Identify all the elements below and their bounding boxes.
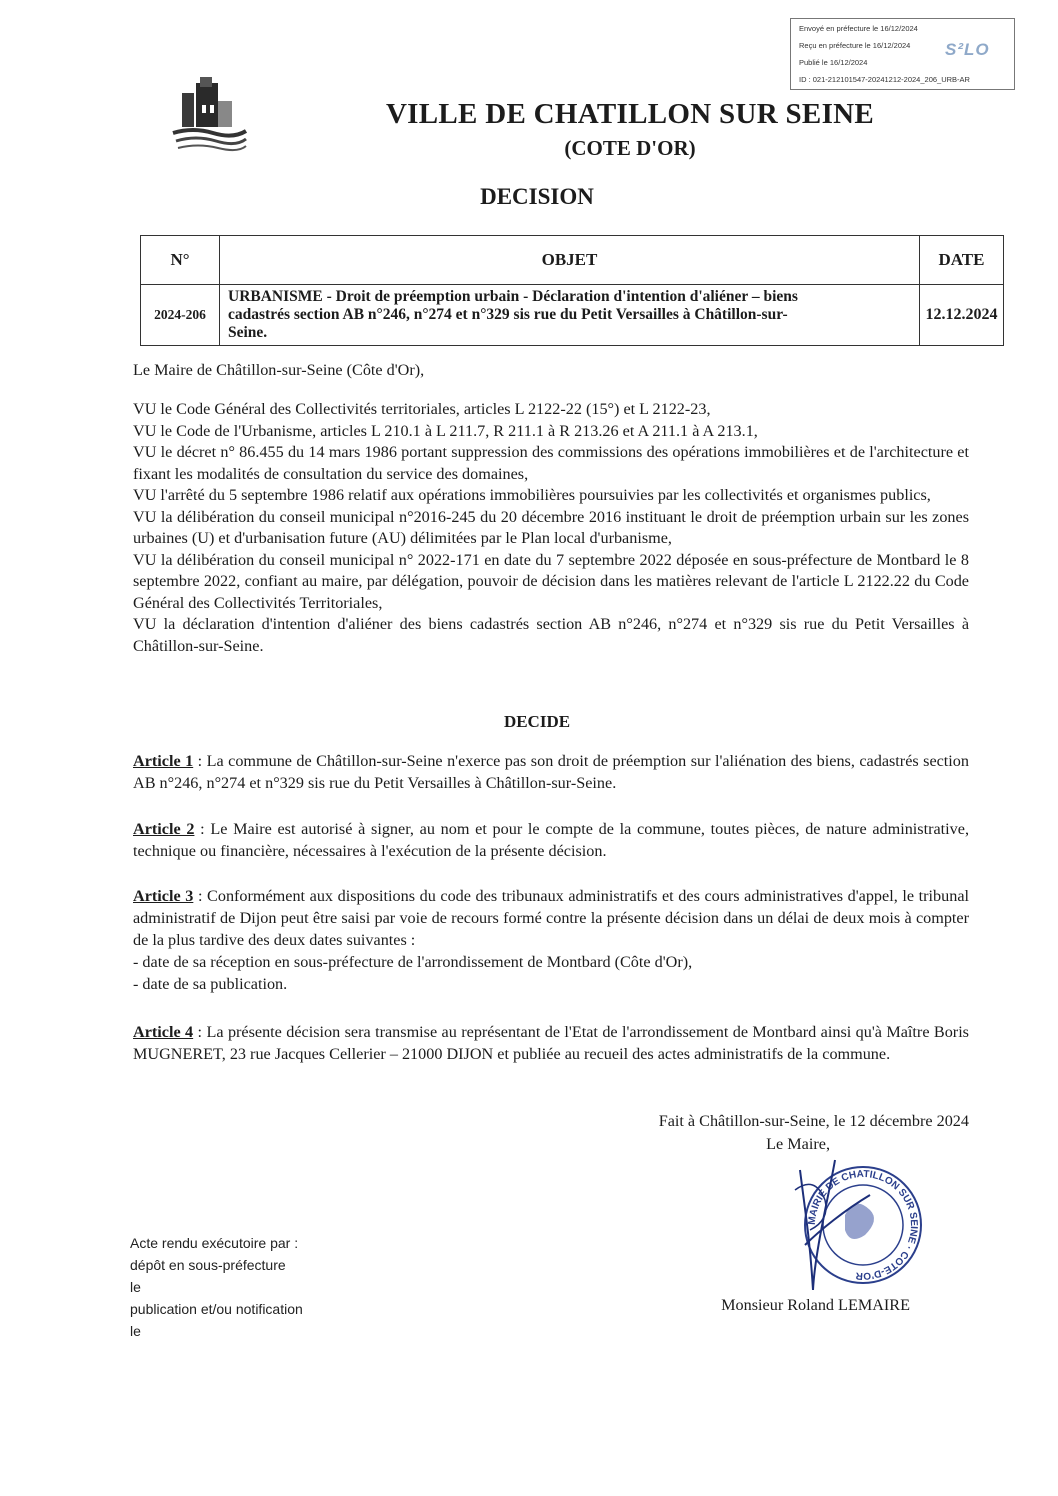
decide-heading: DECIDE: [503, 712, 571, 731]
col-number: N°: [141, 236, 220, 285]
decision-number: 2024-206: [141, 285, 220, 346]
article-text: : Conformément aux dispositions du code des tribunaux administratifs et des cours administratives d'appel, le tribunal administratif de Dijon peut être saisi par voie de recours formé contre la présente décision dans un délai de deux mois à compter de la plus tardive des deux dates suivantes :: [133, 887, 969, 949]
article-3-bullet: - date de sa publication.: [133, 975, 288, 993]
town-title: VILLE DE CHATILLON SUR SEINE: [385, 98, 875, 130]
executory-line: le: [130, 1323, 141, 1339]
vu-list: [133, 399, 969, 657]
article-2: [133, 818, 969, 862]
mayor-intro: Le Maire de Châtillon-sur-Seine (Côte d'Or),: [133, 361, 425, 379]
vu-item: VU le Code Général des Collectivités territoriales, articles L 2122-22 (15°) et L 2122-23,: [133, 400, 711, 418]
object-line-2: cadastrés section AB n°246, n°274 et n°329 sis rue du Petit Versailles à Châtillon-sur-: [228, 306, 788, 323]
article-label: Article 4: [133, 1023, 194, 1041]
article-text: : Le Maire est autorisé à signer, au nom et pour le compte de la commune, toutes pièces, de nature administrative, technique ou financière, nécessaires à l'exécution de la présente décision.: [133, 820, 969, 860]
col-object: OBJET: [220, 236, 920, 285]
signatory-name: Monsieur Roland LEMAIRE: [721, 1296, 910, 1314]
document-type: DECISION: [480, 184, 594, 209]
mayor-seal-and-signature-icon: [775, 1150, 935, 1300]
executory-line: publication et/ou notification: [130, 1301, 303, 1317]
stamp-received: Reçu en préfecture le 16/12/2024: [799, 41, 911, 50]
article-label: Article 3: [133, 887, 194, 905]
article-3: [133, 885, 969, 995]
stamp-sent: Envoyé en préfecture le 16/12/2024: [799, 24, 918, 33]
executory-note: [130, 1232, 303, 1342]
decision-date: 12.12.2024: [920, 285, 1004, 346]
article-1: [133, 750, 969, 794]
object-line-3: Seine.: [228, 324, 268, 341]
vu-item: VU la déclaration d'intention d'aliéner des biens cadastrés section AB n°246, n°274 et n°329 sis rue du Petit Versailles à Châtillon-sur-Seine.: [133, 615, 969, 655]
s2lo-logo: S²LO: [945, 40, 990, 59]
decision-object: [220, 285, 920, 346]
stamp-id: ID : 021-212101547-20241212-2024_206_URB-AR: [799, 75, 970, 84]
preamble-intro: [133, 360, 969, 382]
article-label: Article 2: [133, 820, 195, 838]
article-3-bullet: - date de sa réception en sous-préfecture de l'arrondissement de Montbard (Côte d'Or),: [133, 953, 693, 971]
department: (COTE D'OR): [564, 136, 696, 160]
article-4: [133, 1021, 969, 1065]
seal-text: MAIRIE DE CHATILLON SUR SEINE · COTE-D'OR: [806, 1168, 920, 1282]
place-and-date: Fait à Châtillon-sur-Seine, le 12 décembre 2024: [658, 1112, 969, 1130]
executory-line: le: [130, 1279, 141, 1295]
article-label: Article 1: [133, 752, 194, 770]
stamp-published: Publié le 16/12/2024: [799, 58, 868, 67]
executory-line: Acte rendu exécutoire par :: [130, 1235, 299, 1251]
vu-item: VU le Code de l'Urbanisme, articles L 210.1 à L 211.7, R 211.1 à R 213.26 et A 211.1 à A 213.1,: [133, 421, 758, 440]
vu-item: VU le décret n° 86.455 du 14 mars 1986 portant suppression des commissions des opérations immobilières et de l'architecture et fixant les modalités de consultation du service des domaines,: [133, 443, 969, 483]
article-text: : La commune de Châtillon-sur-Seine n'exerce pas son droit de préemption sur l'aliénation des biens, cadastrés section AB n°246, n°274 et n°329 sis rue du Petit Versailles à Châtillon-sur-Seine.: [133, 752, 969, 792]
col-date: DATE: [920, 236, 1004, 285]
article-text: : La présente décision sera transmise au représentant de l'Etat de l'arrondissement de Montbard ainsi qu'à Maître Boris MUGNERET, 23 rue Jacques Cellerier – 21000 DIJON et publiée au recueil des actes administratifs de la commune.: [133, 1023, 969, 1063]
vu-item: VU la délibération du conseil municipal n° 2022-171 en date du 7 septembre 2022 déposée en sous-préfecture de Montbard le 8 septembre 2022, confiant au maire, par délégation, pouvoir de décision dans les matières relevant de l'article L 2122.22 du Code Général des Collectivités Territoriales,: [133, 550, 969, 612]
vu-item: VU la délibération du conseil municipal n°2016-245 du 20 décembre 2016 instituant le droit de préemption urbain sur les zones urbaines (U) et d'urbanisation future (AU) délimitées par le Plan local d'urbanisme,: [133, 507, 969, 547]
vu-item: VU l'arrêté du 5 septembre 1986 relatif aux opérations immobilières poursuivies par les collectivités et organismes publics,: [133, 486, 931, 504]
executory-line: dépôt en sous-préfecture: [130, 1257, 286, 1273]
signatory-title: Le Maire,: [766, 1135, 830, 1153]
object-line-1: URBANISME - Droit de préemption urbain - Déclaration d'intention d'aliéner – biens: [228, 288, 798, 305]
decision-header-table: [140, 235, 1004, 346]
